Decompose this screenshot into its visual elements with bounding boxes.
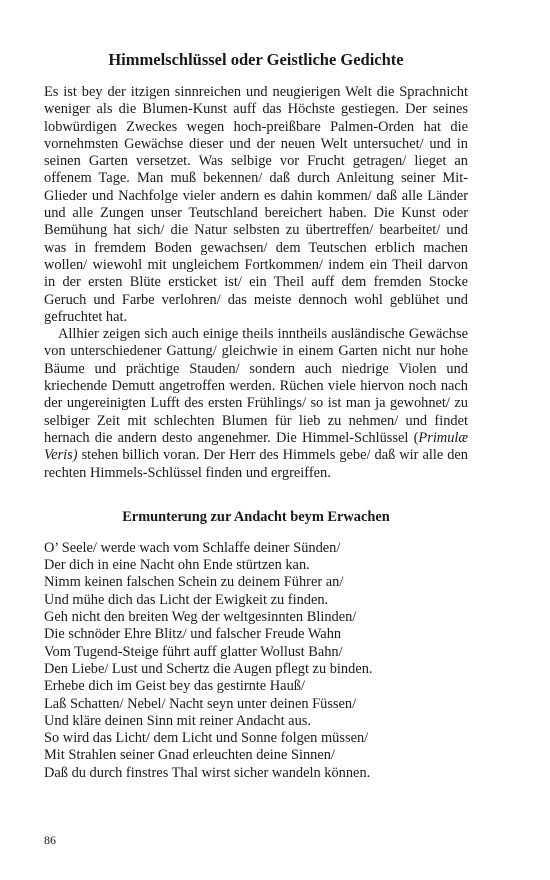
poem-line: Daß du durch finstres Thal wirst sicher wandeln können. [44, 764, 371, 781]
poem-line: Und kläre deinen Sinn mit reiner Andacht aus. [44, 712, 311, 729]
poem-line: So wird das Licht/ dem Licht und Sonne folgen müssen/ [44, 730, 369, 747]
poem-line: Vom Tugend-Steige führt auff glatter Wollust Bahn/ [44, 643, 343, 660]
poem-line: Den Liebe/ Lust und Schertz die Augen pflegt zu binden. [44, 660, 373, 677]
paragraph-2-text-start: Allhier zeigen sich auch einige theils inntheils ausländische Gewächse von unterschiedener Gattung/ gleichwie in einem Garten nicht nur hohe Bäume und prächtige Stauden/ sondern auch niedrige Violen und kriechende Demutt angetroffen werden. Rüchen viele hiervon noch nach der ungereinigten Lufft des ersten Frühlings/ so ist man ja gewohnet/ zu selbiger Zeit mit schlechten Blumen für lieb zu nehmen/ und findet hernach die andern desto angenehmer. Die Himmel-Schlüssel ( [44, 326, 468, 446]
paragraph-2-text-end: stehen billich voran. Der Herr des Himmels gebe/ daß wir alle den rechten Himmels-Schlüssel finden und ergreiffen. [44, 447, 468, 481]
poem-line: Erhebe dich im Geist bey das gestirnte Hauß/ [44, 678, 305, 695]
poem-line: Und mühe dich das Licht der Ewigkeit zu finden. [44, 591, 329, 608]
poem-line: O’ Seele/ werde wach vom Schlaffe deiner Sünden/ [44, 539, 341, 556]
poem-line: Nimm keinen falschen Schein zu deinem Führer an/ [44, 574, 344, 591]
poem-line: Mit Strahlen seiner Gnad erleuchten deine Sinnen/ [44, 747, 335, 764]
page-title: Himmelschlüssel oder Geistliche Gedichte [108, 50, 404, 69]
poem [44, 540, 468, 782]
paragraph-1: Es ist bey der itzigen sinnreichen und neugierigen Welt die Sprachnicht weniger als die Blumen-Kunst auff das Höchste gestiegen. Der seines lobwürdigen Zweckes wegen hoch-preißbare Palmen-Orden hat die vornehmsten Gewächse dieser und der neuen Welt untersuchet/ und in seinen Garten versetzet. Was selbige vor Frucht getragen/ lieget an offenem Tage. Man muß bekennen/ daß durch Anleitung seiner Mit-Glieder und Nachfolge vieler andern es dahin kommen/ daß alle Länder und alle Zungen unser Teutschland bereichert haben. Die Kunst oder Bemühung hat sich/ die Natur selbsten zu übertreffen/ bearbeitet/ und was in fremdem Boden gewachsen/ dem Teutschen erblich machen wollen/ wiewohl mit ungleichem Fortkommen/ indem ein Theil darvon in der ersten Blüte ersticket ist/ ein Theil auff dem fremden Stocke Geruch und Farbe verlohren/ das meiste dennoch wohl geblühet und gefruchtet hat. [44, 84, 468, 325]
latin-plant-name: Primulæ Veris) [44, 429, 468, 464]
prose-body [44, 84, 468, 482]
poem-line: Der dich in eine Nacht ohn Ende stürtzen kan. [44, 557, 310, 574]
poem-title: Ermunterung zur Andacht beym Erwachen [122, 508, 390, 525]
poem-line: Geh nicht den breiten Weg der weltgesinnten Blinden/ [44, 609, 357, 626]
poem-line: Die schnöder Ehre Blitz/ und falscher Freude Wahn [44, 626, 342, 643]
poem-line: Laß Schatten/ Nebel/ Nacht seyn unter deinen Füssen/ [44, 695, 357, 712]
page-number: 86 [44, 833, 56, 847]
book-page [44, 50, 468, 782]
paragraph-2 [44, 326, 468, 482]
